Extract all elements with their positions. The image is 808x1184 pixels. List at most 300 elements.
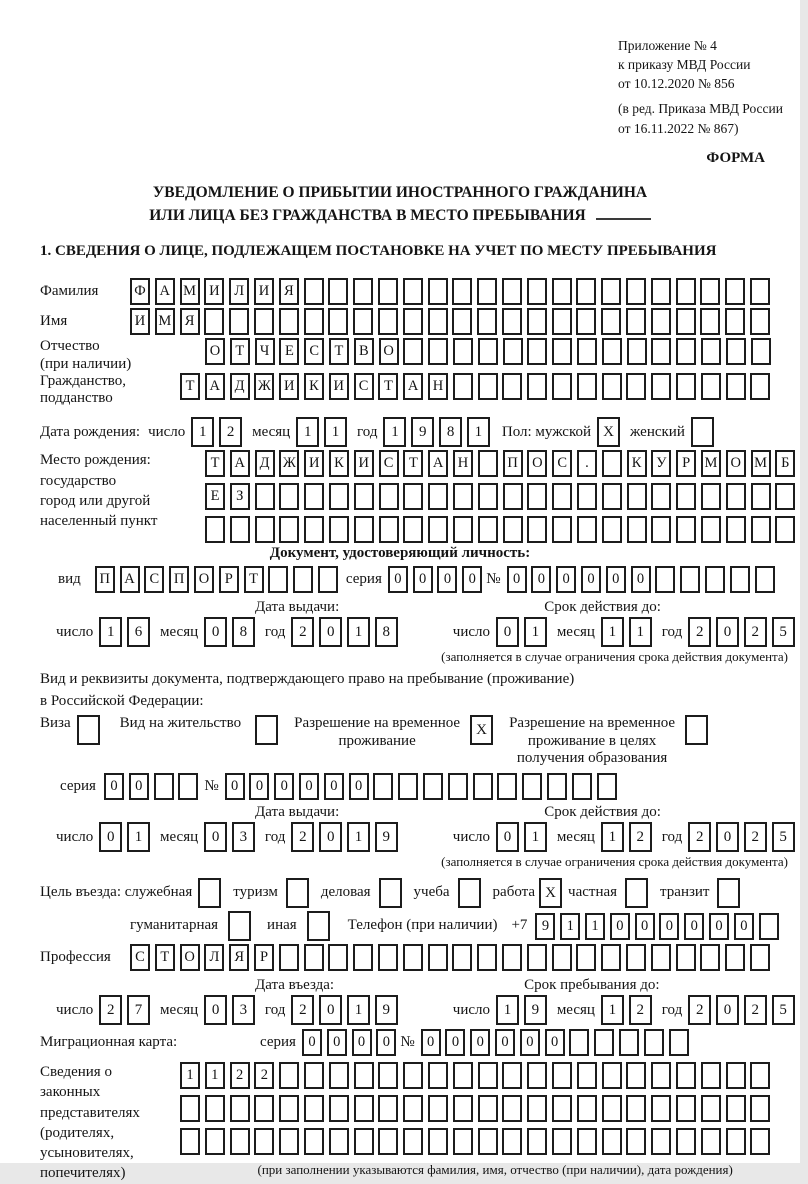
- char-cell[interactable]: [255, 516, 275, 543]
- birth-day-boxes[interactable]: [191, 417, 242, 447]
- char-cell[interactable]: 1: [524, 822, 547, 852]
- char-cell[interactable]: [428, 338, 448, 365]
- char-cell[interactable]: [626, 373, 646, 400]
- char-cell[interactable]: [700, 308, 720, 335]
- id-valid-year-boxes[interactable]: [688, 617, 794, 647]
- char-cell[interactable]: [726, 1095, 746, 1122]
- char-cell[interactable]: Т: [155, 944, 175, 971]
- char-cell[interactable]: 9: [375, 995, 398, 1025]
- char-cell[interactable]: [229, 308, 249, 335]
- char-cell[interactable]: [759, 913, 779, 940]
- char-cell[interactable]: С: [354, 373, 374, 400]
- char-cell[interactable]: Я: [229, 944, 249, 971]
- char-cell[interactable]: 1: [191, 417, 214, 447]
- char-cell[interactable]: [626, 1062, 646, 1089]
- char-cell[interactable]: 0: [496, 617, 519, 647]
- char-cell[interactable]: [453, 1095, 473, 1122]
- char-cell[interactable]: [304, 1128, 324, 1155]
- char-cell[interactable]: [751, 516, 771, 543]
- char-cell[interactable]: 3: [232, 822, 255, 852]
- res-issue-month-boxes[interactable]: [204, 822, 255, 852]
- char-cell[interactable]: 9: [535, 913, 555, 940]
- char-cell[interactable]: [403, 1062, 423, 1089]
- char-cell[interactable]: [619, 1029, 639, 1056]
- char-cell[interactable]: [293, 566, 313, 593]
- char-cell[interactable]: [626, 278, 646, 305]
- char-cell[interactable]: С: [144, 566, 164, 593]
- char-cell[interactable]: Ж: [254, 373, 274, 400]
- char-cell[interactable]: [527, 338, 547, 365]
- char-cell[interactable]: [750, 944, 770, 971]
- char-cell[interactable]: [676, 516, 696, 543]
- char-cell[interactable]: [576, 278, 596, 305]
- char-cell[interactable]: [403, 278, 423, 305]
- char-cell[interactable]: [577, 373, 597, 400]
- char-cell[interactable]: [403, 338, 423, 365]
- id-valid-day-boxes[interactable]: [496, 617, 547, 647]
- char-cell[interactable]: [572, 773, 592, 800]
- res-series-boxes[interactable]: [104, 773, 198, 800]
- char-cell[interactable]: [602, 450, 622, 477]
- char-cell[interactable]: О: [180, 944, 200, 971]
- char-cell[interactable]: [354, 1062, 374, 1089]
- char-cell[interactable]: [527, 1062, 547, 1089]
- char-cell[interactable]: [775, 483, 795, 510]
- char-cell[interactable]: 0: [445, 1029, 465, 1056]
- char-cell[interactable]: 2: [744, 995, 767, 1025]
- char-cell[interactable]: 0: [388, 566, 408, 593]
- char-cell[interactable]: [651, 338, 671, 365]
- char-cell[interactable]: [279, 944, 299, 971]
- char-cell[interactable]: [318, 566, 338, 593]
- char-cell[interactable]: [552, 373, 572, 400]
- char-cell[interactable]: [378, 278, 398, 305]
- char-cell[interactable]: [428, 1128, 448, 1155]
- char-cell[interactable]: [701, 1095, 721, 1122]
- char-cell[interactable]: 0: [129, 773, 149, 800]
- purpose-tourism-checkbox[interactable]: [286, 878, 309, 908]
- char-cell[interactable]: [205, 1128, 225, 1155]
- char-cell[interactable]: И: [354, 450, 374, 477]
- char-cell[interactable]: [453, 483, 473, 510]
- char-cell[interactable]: [328, 944, 348, 971]
- char-cell[interactable]: [205, 1095, 225, 1122]
- char-cell[interactable]: [685, 715, 708, 745]
- char-cell[interactable]: [478, 450, 498, 477]
- char-cell[interactable]: [378, 1095, 398, 1122]
- char-cell[interactable]: 5: [772, 617, 795, 647]
- char-cell[interactable]: 2: [219, 417, 242, 447]
- char-cell[interactable]: 0: [376, 1029, 396, 1056]
- char-cell[interactable]: [552, 516, 572, 543]
- char-cell[interactable]: [701, 483, 721, 510]
- char-cell[interactable]: [477, 278, 497, 305]
- char-cell[interactable]: О: [194, 566, 214, 593]
- char-cell[interactable]: [676, 308, 696, 335]
- char-cell[interactable]: [453, 373, 473, 400]
- char-cell[interactable]: 1: [383, 417, 406, 447]
- char-cell[interactable]: [354, 516, 374, 543]
- char-cell[interactable]: [552, 1128, 572, 1155]
- char-cell[interactable]: [676, 1128, 696, 1155]
- char-cell[interactable]: И: [279, 373, 299, 400]
- char-cell[interactable]: Л: [229, 278, 249, 305]
- char-cell[interactable]: [307, 911, 330, 941]
- char-cell[interactable]: [378, 944, 398, 971]
- char-cell[interactable]: [354, 483, 374, 510]
- char-cell[interactable]: 1: [601, 822, 624, 852]
- char-cell[interactable]: М: [180, 278, 200, 305]
- char-cell[interactable]: 5: [772, 995, 795, 1025]
- char-cell[interactable]: 1: [347, 822, 370, 852]
- res-issue-year-boxes[interactable]: [291, 822, 397, 852]
- char-cell[interactable]: 2: [291, 995, 314, 1025]
- char-cell[interactable]: 0: [631, 566, 651, 593]
- char-cell[interactable]: [497, 773, 517, 800]
- char-cell[interactable]: [452, 278, 472, 305]
- char-cell[interactable]: [547, 773, 567, 800]
- char-cell[interactable]: [428, 516, 448, 543]
- char-cell[interactable]: [552, 1095, 572, 1122]
- char-cell[interactable]: [452, 944, 472, 971]
- char-cell[interactable]: [594, 1029, 614, 1056]
- char-cell[interactable]: 0: [204, 995, 227, 1025]
- char-cell[interactable]: [701, 1128, 721, 1155]
- purpose-transit-checkbox[interactable]: [717, 878, 740, 908]
- char-cell[interactable]: [286, 878, 309, 908]
- char-cell[interactable]: [726, 1062, 746, 1089]
- char-cell[interactable]: [626, 1128, 646, 1155]
- char-cell[interactable]: [180, 1128, 200, 1155]
- char-cell[interactable]: [353, 308, 373, 335]
- char-cell[interactable]: [751, 483, 771, 510]
- char-cell[interactable]: Ч: [255, 338, 275, 365]
- char-cell[interactable]: А: [428, 450, 448, 477]
- char-cell[interactable]: [676, 1062, 696, 1089]
- char-cell[interactable]: 0: [531, 566, 551, 593]
- char-cell[interactable]: [254, 1128, 274, 1155]
- id-valid-month-boxes[interactable]: [601, 617, 652, 647]
- char-cell[interactable]: 0: [274, 773, 294, 800]
- char-cell[interactable]: 1: [585, 913, 605, 940]
- char-cell[interactable]: [478, 1062, 498, 1089]
- char-cell[interactable]: [478, 1095, 498, 1122]
- char-cell[interactable]: [676, 373, 696, 400]
- char-cell[interactable]: 0: [324, 773, 344, 800]
- char-cell[interactable]: [403, 308, 423, 335]
- char-cell[interactable]: [627, 338, 647, 365]
- char-cell[interactable]: [627, 516, 647, 543]
- char-cell[interactable]: 0: [299, 773, 319, 800]
- char-cell[interactable]: [676, 483, 696, 510]
- representatives-row2-boxes[interactable]: [180, 1095, 770, 1122]
- char-cell[interactable]: [627, 483, 647, 510]
- profession-boxes[interactable]: [130, 944, 770, 971]
- birth-place-row2-boxes[interactable]: [205, 483, 795, 510]
- char-cell[interactable]: Б: [775, 450, 795, 477]
- char-cell[interactable]: 0: [104, 773, 124, 800]
- phone-boxes[interactable]: [535, 913, 778, 940]
- char-cell[interactable]: [577, 516, 597, 543]
- char-cell[interactable]: 0: [470, 1029, 490, 1056]
- id-series-boxes[interactable]: [388, 566, 482, 593]
- char-cell[interactable]: 0: [520, 1029, 540, 1056]
- char-cell[interactable]: [304, 483, 324, 510]
- char-cell[interactable]: 0: [684, 913, 704, 940]
- char-cell[interactable]: [552, 338, 572, 365]
- char-cell[interactable]: [552, 944, 572, 971]
- citizenship-boxes[interactable]: [180, 373, 770, 400]
- char-cell[interactable]: [602, 1095, 622, 1122]
- char-cell[interactable]: [329, 1062, 349, 1089]
- char-cell[interactable]: Р: [676, 450, 696, 477]
- char-cell[interactable]: [458, 878, 481, 908]
- char-cell[interactable]: [403, 1095, 423, 1122]
- char-cell[interactable]: 9: [375, 822, 398, 852]
- char-cell[interactable]: А: [120, 566, 140, 593]
- char-cell[interactable]: [750, 1128, 770, 1155]
- char-cell[interactable]: З: [230, 483, 250, 510]
- char-cell[interactable]: 1: [467, 417, 490, 447]
- char-cell[interactable]: А: [403, 373, 423, 400]
- char-cell[interactable]: А: [230, 450, 250, 477]
- char-cell[interactable]: Т: [244, 566, 264, 593]
- char-cell[interactable]: [717, 878, 740, 908]
- char-cell[interactable]: [478, 1128, 498, 1155]
- char-cell[interactable]: [378, 1062, 398, 1089]
- char-cell[interactable]: [750, 308, 770, 335]
- char-cell[interactable]: 2: [254, 1062, 274, 1089]
- char-cell[interactable]: 1: [296, 417, 319, 447]
- char-cell[interactable]: [651, 1128, 671, 1155]
- char-cell[interactable]: .: [577, 450, 597, 477]
- char-cell[interactable]: 0: [302, 1029, 322, 1056]
- char-cell[interactable]: С: [130, 944, 150, 971]
- char-cell[interactable]: [478, 516, 498, 543]
- char-cell[interactable]: 0: [507, 566, 527, 593]
- char-cell[interactable]: [700, 944, 720, 971]
- char-cell[interactable]: [502, 1128, 522, 1155]
- char-cell[interactable]: [398, 773, 418, 800]
- char-cell[interactable]: Ж: [279, 450, 299, 477]
- char-cell[interactable]: [651, 373, 671, 400]
- name-boxes[interactable]: [130, 308, 770, 335]
- char-cell[interactable]: 0: [319, 995, 342, 1025]
- char-cell[interactable]: [577, 338, 597, 365]
- char-cell[interactable]: [552, 308, 572, 335]
- char-cell[interactable]: 8: [375, 617, 398, 647]
- char-cell[interactable]: [552, 278, 572, 305]
- char-cell[interactable]: [701, 338, 721, 365]
- char-cell[interactable]: [428, 483, 448, 510]
- char-cell[interactable]: [750, 278, 770, 305]
- char-cell[interactable]: 2: [688, 822, 711, 852]
- char-cell[interactable]: [602, 338, 622, 365]
- char-cell[interactable]: 2: [744, 822, 767, 852]
- char-cell[interactable]: [478, 373, 498, 400]
- char-cell[interactable]: А: [205, 373, 225, 400]
- char-cell[interactable]: Р: [254, 944, 274, 971]
- char-cell[interactable]: С: [552, 450, 572, 477]
- char-cell[interactable]: [602, 516, 622, 543]
- char-cell[interactable]: [680, 566, 700, 593]
- char-cell[interactable]: Д: [230, 373, 250, 400]
- temp-residence-edu-checkbox[interactable]: [685, 715, 708, 745]
- char-cell[interactable]: [304, 278, 324, 305]
- char-cell[interactable]: 0: [581, 566, 601, 593]
- char-cell[interactable]: [502, 373, 522, 400]
- char-cell[interactable]: Т: [403, 450, 423, 477]
- char-cell[interactable]: [601, 278, 621, 305]
- char-cell[interactable]: [428, 1095, 448, 1122]
- char-cell[interactable]: 0: [716, 617, 739, 647]
- char-cell[interactable]: [423, 773, 443, 800]
- char-cell[interactable]: [569, 1029, 589, 1056]
- char-cell[interactable]: 0: [496, 822, 519, 852]
- char-cell[interactable]: И: [130, 308, 150, 335]
- purpose-business-checkbox[interactable]: [379, 878, 402, 908]
- char-cell[interactable]: [279, 308, 299, 335]
- char-cell[interactable]: [676, 338, 696, 365]
- char-cell[interactable]: [354, 1128, 374, 1155]
- char-cell[interactable]: [775, 516, 795, 543]
- stay-day-boxes[interactable]: [496, 995, 547, 1025]
- char-cell[interactable]: [726, 338, 746, 365]
- char-cell[interactable]: [502, 308, 522, 335]
- char-cell[interactable]: 1: [347, 995, 370, 1025]
- char-cell[interactable]: О: [205, 338, 225, 365]
- char-cell[interactable]: [750, 1062, 770, 1089]
- char-cell[interactable]: [228, 911, 251, 941]
- char-cell[interactable]: [503, 338, 523, 365]
- char-cell[interactable]: [726, 483, 746, 510]
- purpose-private-checkbox[interactable]: [625, 878, 648, 908]
- char-cell[interactable]: 0: [610, 913, 630, 940]
- char-cell[interactable]: [676, 278, 696, 305]
- char-cell[interactable]: 2: [688, 617, 711, 647]
- char-cell[interactable]: [655, 566, 675, 593]
- id-issue-year-boxes[interactable]: [291, 617, 397, 647]
- residence-permit-checkbox[interactable]: [255, 715, 278, 745]
- char-cell[interactable]: П: [503, 450, 523, 477]
- char-cell[interactable]: [448, 773, 468, 800]
- char-cell[interactable]: [503, 483, 523, 510]
- char-cell[interactable]: П: [95, 566, 115, 593]
- birth-year-boxes[interactable]: [383, 417, 489, 447]
- char-cell[interactable]: И: [254, 278, 274, 305]
- char-cell[interactable]: О: [527, 450, 547, 477]
- char-cell[interactable]: 1: [99, 617, 122, 647]
- char-cell[interactable]: Р: [219, 566, 239, 593]
- char-cell[interactable]: [230, 1095, 250, 1122]
- char-cell[interactable]: [552, 1062, 572, 1089]
- char-cell[interactable]: [527, 1128, 547, 1155]
- char-cell[interactable]: М: [701, 450, 721, 477]
- char-cell[interactable]: 2: [230, 1062, 250, 1089]
- char-cell[interactable]: [477, 944, 497, 971]
- char-cell[interactable]: Я: [279, 278, 299, 305]
- char-cell[interactable]: [601, 944, 621, 971]
- char-cell[interactable]: [478, 338, 498, 365]
- char-cell[interactable]: [403, 516, 423, 543]
- char-cell[interactable]: 0: [327, 1029, 347, 1056]
- char-cell[interactable]: [379, 483, 399, 510]
- char-cell[interactable]: [701, 373, 721, 400]
- char-cell[interactable]: 0: [545, 1029, 565, 1056]
- char-cell[interactable]: [577, 1128, 597, 1155]
- char-cell[interactable]: [601, 308, 621, 335]
- char-cell[interactable]: 2: [291, 822, 314, 852]
- char-cell[interactable]: [428, 944, 448, 971]
- char-cell[interactable]: 1: [496, 995, 519, 1025]
- char-cell[interactable]: [378, 308, 398, 335]
- purpose-humanitarian-checkbox[interactable]: [228, 911, 251, 941]
- res-valid-year-boxes[interactable]: [688, 822, 794, 852]
- char-cell[interactable]: Я: [180, 308, 200, 335]
- char-cell[interactable]: 0: [99, 822, 122, 852]
- res-valid-day-boxes[interactable]: [496, 822, 547, 852]
- char-cell[interactable]: [279, 1095, 299, 1122]
- purpose-other-checkbox[interactable]: [307, 911, 330, 941]
- char-cell[interactable]: [478, 483, 498, 510]
- char-cell[interactable]: 8: [232, 617, 255, 647]
- char-cell[interactable]: 1: [524, 617, 547, 647]
- char-cell[interactable]: [255, 483, 275, 510]
- char-cell[interactable]: [254, 308, 274, 335]
- char-cell[interactable]: 1: [205, 1062, 225, 1089]
- char-cell[interactable]: [328, 278, 348, 305]
- char-cell[interactable]: 1: [629, 617, 652, 647]
- char-cell[interactable]: 2: [688, 995, 711, 1025]
- char-cell[interactable]: [576, 308, 596, 335]
- char-cell[interactable]: 9: [524, 995, 547, 1025]
- char-cell[interactable]: А: [155, 278, 175, 305]
- male-checkbox[interactable]: [597, 417, 620, 447]
- char-cell[interactable]: И: [329, 373, 349, 400]
- char-cell[interactable]: [527, 944, 547, 971]
- char-cell[interactable]: К: [627, 450, 647, 477]
- char-cell[interactable]: [178, 773, 198, 800]
- char-cell[interactable]: О: [379, 338, 399, 365]
- char-cell[interactable]: [597, 773, 617, 800]
- char-cell[interactable]: [676, 944, 696, 971]
- char-cell[interactable]: [576, 944, 596, 971]
- id-issue-month-boxes[interactable]: [204, 617, 255, 647]
- char-cell[interactable]: [602, 483, 622, 510]
- purpose-official-checkbox[interactable]: [198, 878, 221, 908]
- char-cell[interactable]: 1: [601, 995, 624, 1025]
- birth-month-boxes[interactable]: [296, 417, 347, 447]
- char-cell[interactable]: 2: [629, 995, 652, 1025]
- char-cell[interactable]: [522, 773, 542, 800]
- char-cell[interactable]: [304, 1062, 324, 1089]
- char-cell[interactable]: [725, 308, 745, 335]
- entry-month-boxes[interactable]: [204, 995, 255, 1025]
- char-cell[interactable]: [726, 373, 746, 400]
- char-cell[interactable]: [452, 308, 472, 335]
- char-cell[interactable]: [626, 944, 646, 971]
- char-cell[interactable]: 2: [291, 617, 314, 647]
- char-cell[interactable]: [180, 1095, 200, 1122]
- char-cell[interactable]: [750, 1095, 770, 1122]
- char-cell[interactable]: [403, 1128, 423, 1155]
- char-cell[interactable]: [477, 308, 497, 335]
- char-cell[interactable]: 0: [716, 995, 739, 1025]
- char-cell[interactable]: [527, 1095, 547, 1122]
- patronymic-boxes[interactable]: [205, 338, 771, 365]
- char-cell[interactable]: [204, 308, 224, 335]
- female-checkbox[interactable]: [691, 417, 714, 447]
